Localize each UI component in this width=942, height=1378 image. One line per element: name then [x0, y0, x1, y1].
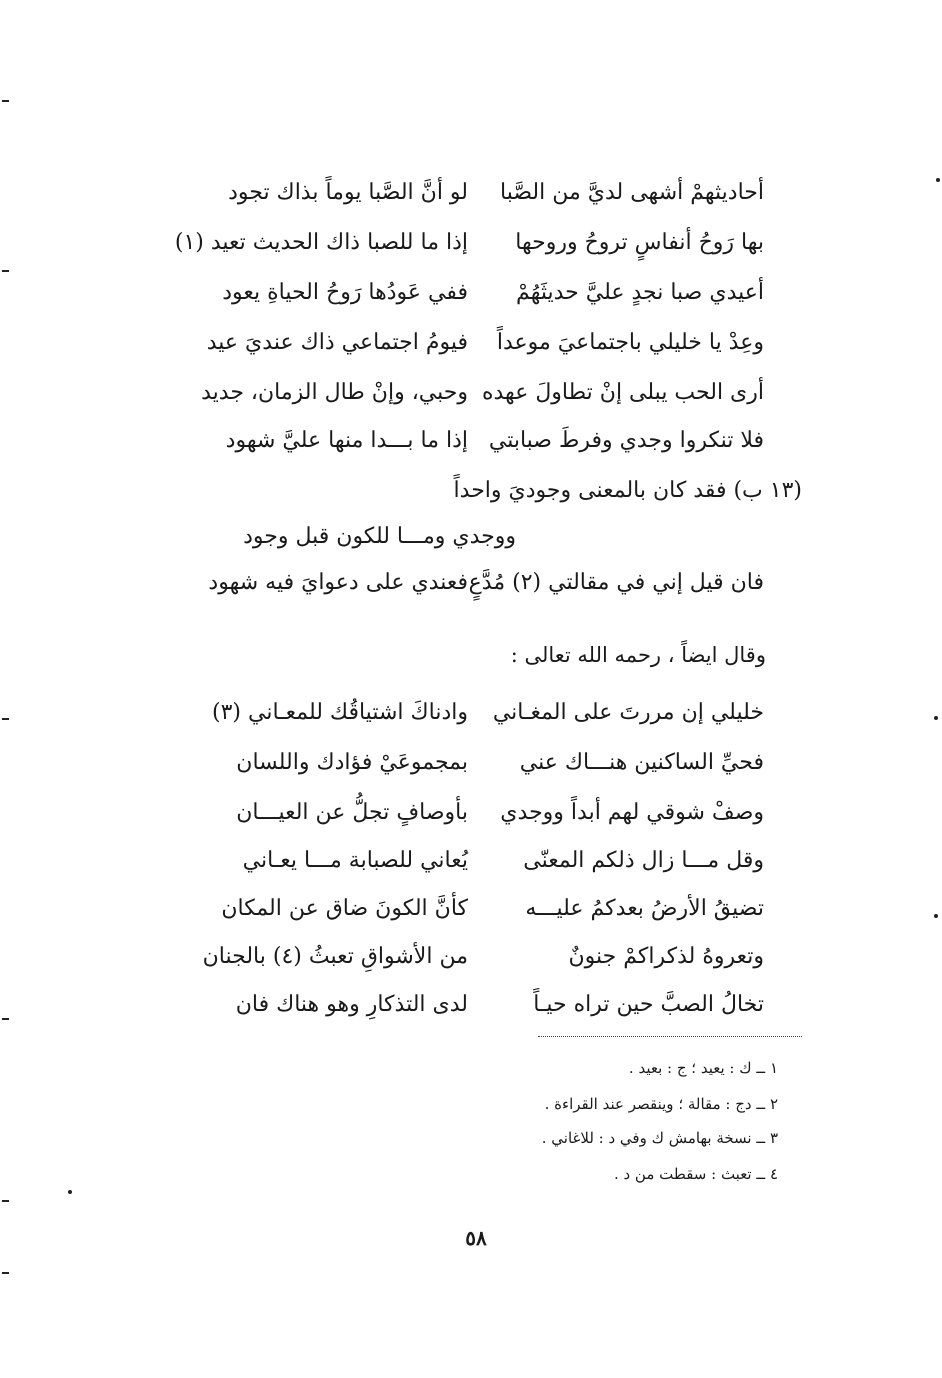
footnote-separator	[538, 1036, 802, 1037]
verse-first-half: أحاديثهمْ أشهى لديَّ من الصَّبا	[500, 180, 764, 205]
verse-second-half: بمجموعَيْ فؤادك واللسان	[236, 750, 468, 775]
footnote: ٣ ــ نسخة بهامش ك وفي د : للاغاني .	[541, 1129, 778, 1147]
verse-second-half: من الأشواقِ تعبثُ (٤) بالجنان	[202, 944, 468, 969]
margin-dot	[68, 1190, 72, 1194]
verse-second-half: وادناكَ اشتياقُك للمعـاني (٣)	[212, 700, 468, 725]
footnote: ٢ ــ دج : مقالة ؛ وينقصر عند القراءة .	[544, 1095, 778, 1113]
verse-first-half: أرى الحب يبلى إنْ تطاولَ عهده	[481, 380, 764, 405]
verse-second-half: فيومُ اجتماعي ذاك عنديَ عيد	[206, 330, 468, 355]
verse-second-half: ففي عَودُها رَوحُ الحياةِ يعود	[222, 280, 468, 305]
verse-second-half: إذا ما بـــدا منها عليَّ شهود	[225, 428, 468, 453]
margin-mark	[2, 1272, 9, 1274]
verse-with-manuscript-note: (١٣ ب) فقد كان بالمعنى وجوديَ واحداً	[453, 478, 802, 503]
margin-dot	[934, 914, 938, 918]
margin-dot	[936, 178, 940, 182]
page-number: ٥٨	[465, 1226, 487, 1250]
verse-first-half: تضيقُ الأرضُ بعدكمُ عليـــه	[525, 896, 764, 921]
section-heading: وقال ايضاً ، رحمه الله تعالى :	[510, 643, 766, 667]
footnote: ٤ ــ تعبث : سقطت من د .	[613, 1165, 778, 1183]
verse-first-half: فلا تنكروا وجدي وفرطَ صبابتي	[488, 428, 764, 453]
verse-first-half: أعيدي صبا نجدٍ عليَّ حديثَهُمْ	[516, 280, 764, 305]
verse-second-half: إذا ما للصبا ذاك الحديث تعيد (١)	[174, 230, 468, 255]
margin-dot	[934, 716, 938, 720]
margin-mark	[2, 100, 9, 102]
footnote: ١ ــ ك : يعيد ؛ ج : بعيد .	[628, 1059, 778, 1077]
verse-first-half: وقل مـــا زال ذلكم المعنّى	[523, 848, 764, 873]
verse-second-half: يُعاني للصبابة مـــا يعـاني	[242, 848, 468, 873]
verse-second-half: كأنَّ الكونَ ضاق عن المكان	[221, 896, 468, 921]
verse-first-half: تخالُ الصبَّ حين تراه حيـاً	[533, 992, 764, 1017]
verse-first-half: وصفْ شوقي لهم أبداً ووجدي	[500, 800, 764, 825]
margin-mark	[2, 1018, 9, 1020]
verse-first-half: وعِدْ يا خليلي باجتماعيَ موعداً	[496, 330, 764, 355]
verse-first-half: بها رَوحُ أنفاسٍ تروحُ وروحها	[515, 230, 764, 255]
verse-continuation: ووجدي ومـــا للكون قبل وجود	[243, 524, 516, 549]
verse-first-half: فان قيل إني في مقالتي (٢) مُدَّعٍ	[468, 570, 764, 595]
verse-second-half: وحبي، وإنْ طال الزمان، جديد	[201, 380, 468, 405]
verse-second-half: لو أنَّ الصَّبا يوماً بذاك تجود	[228, 180, 468, 205]
verse-first-half: وتعروهُ لذكراكمْ جنونٌ	[568, 944, 764, 969]
verse-second-half: فعندي على دعوايَ فيه شهود	[208, 570, 468, 595]
margin-mark	[2, 1200, 9, 1202]
verse-second-half: بأوصافٍ تجلُّ عن العيـــان	[236, 800, 468, 825]
verse-first-half: خليلي إن مررتَ على المغـاني	[492, 700, 764, 725]
verse-second-half: لدى التذكارِ وهو هناك فان	[235, 992, 468, 1017]
margin-mark	[2, 270, 9, 272]
margin-mark	[2, 718, 9, 720]
verse-first-half: فحيِّ الساكنين هنـــاك عني	[519, 750, 764, 775]
